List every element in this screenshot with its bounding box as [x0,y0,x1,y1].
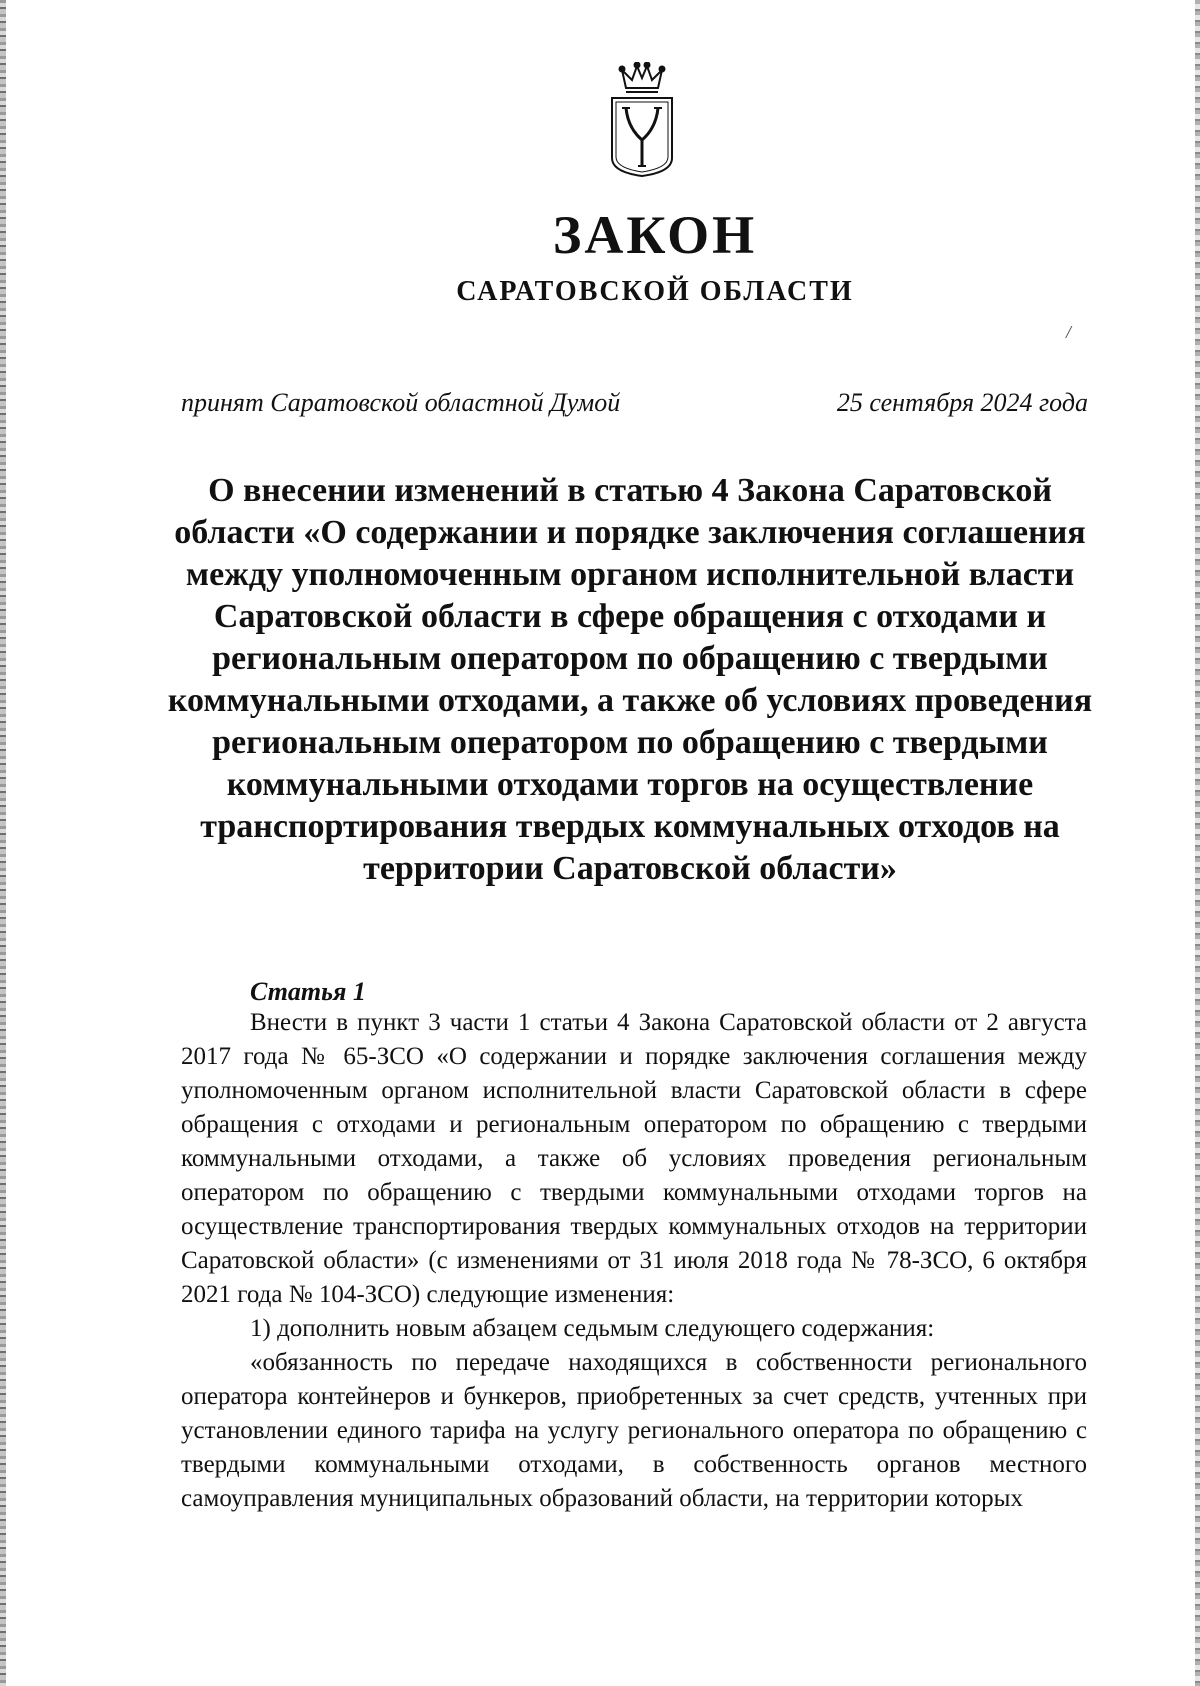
article-paragraph: 1) дополнить новым абзацем седьмым следующего содержания: [250,1315,935,1342]
article-body [181,1006,1087,1516]
document-heading: О внесении изменений в статью 4 Закона Саратовской области «О содержании и порядке заключения соглашения между уполномоченным органом исполнительной власти Саратовской области в сфере обращения с отходами и региональным оператором по обращению с твердыми коммунальными отходами, а также об условиях проведения региональным оператором по обращению с твердыми коммунальными отходами торгов на осуществление транспортирования твердых коммунальных отходов на территории Саратовской области» [167,472,1093,887]
law-subtitle: САРАТОВСКОЙ ОБЛАСТИ [456,276,854,307]
scan-mark: / [1066,322,1072,342]
article-title: Статья 1 [250,977,366,1006]
law-title: ЗАКОН [552,205,758,265]
adopted-by: принят Саратовской областной Думой [181,388,621,417]
article-paragraph: Внести в пункт 3 части 1 статьи 4 Закона Саратовской области от 2 августа 2017 года № 65-ЗСО «О содержании и порядке заключения соглашения между уполномоченным органом исполнительной власти Саратовской области в сфере обращения с отходами и региональным оператором по обращению с твердыми коммунальными отходами, а также об условиях проведения региональным оператором по обращению с твердыми коммунальными отходами торгов на осуществление транспортирования твердых коммунальных отходов на территории Саратовской области» (с изменениями от 31 июля 2018 года № 78-ЗСО, 6 октября 2021 года № 104-ЗСО) следующие изменения: [181,1009,1087,1308]
coat-of-arms-emblem [604,62,680,178]
article-paragraph: «обязанность по передаче находящихся в собственности регионального оператора контейнеров и бункеров, приобретенных за счет средств, учтенных при установлении единого тарифа на услугу регионального оператора по обращению с твердыми коммунальными отходами, в собственность органов местного самоуправления муниципальных образований области, на территории которых [181,1349,1087,1512]
adoption-date: 25 сентября 2024 года [836,388,1088,417]
